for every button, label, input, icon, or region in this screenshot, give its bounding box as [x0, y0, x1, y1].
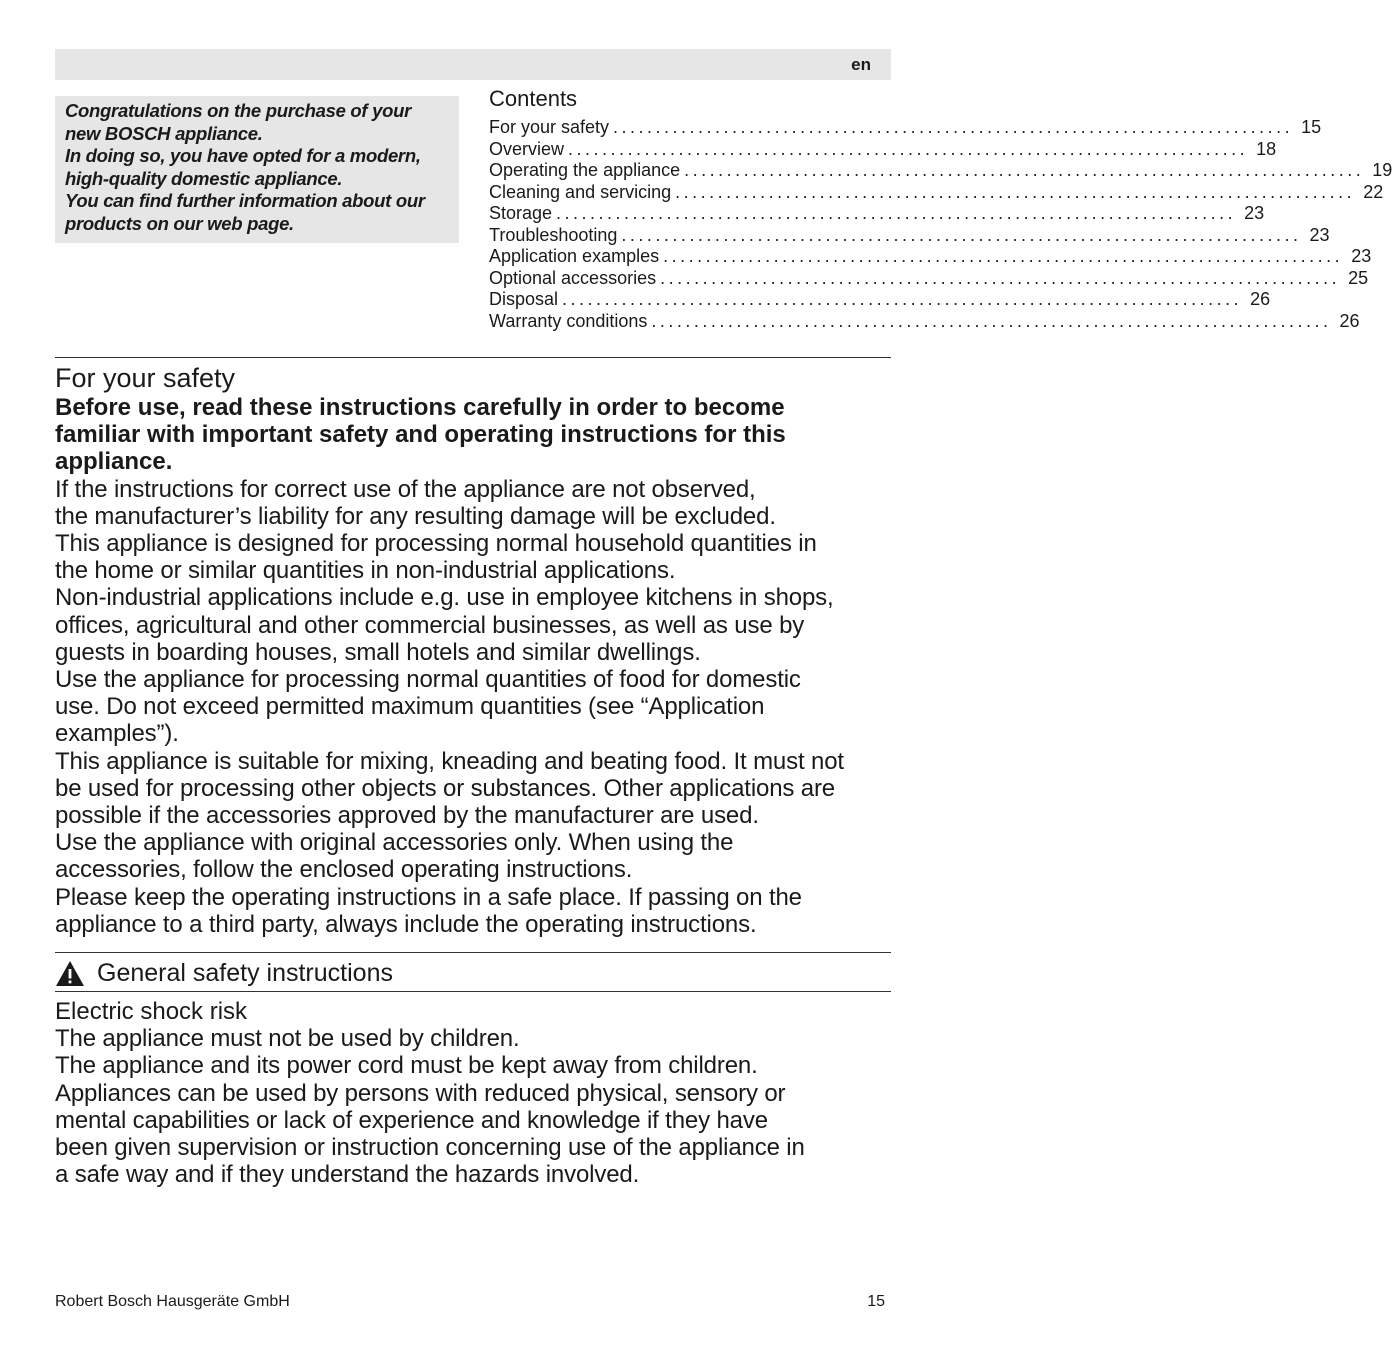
- toc-item: [489, 117, 1322, 139]
- safety-lead: [55, 394, 895, 476]
- safety-body: [55, 476, 895, 938]
- body-line: been given supervision or instruction concerning use of the appliance in: [55, 1134, 805, 1162]
- toc-item-title: Disposal: [489, 289, 559, 309]
- table-of-contents: [489, 86, 1392, 332]
- toc-item-title: Warranty conditions: [489, 310, 648, 331]
- electric-shock-title: Electric shock risk: [55, 998, 248, 1025]
- intro-line: You can find further information about our: [65, 190, 425, 212]
- section-title: For your safety: [55, 363, 236, 393]
- body-line: the home or similar quantities in non-industrial applications.: [55, 557, 676, 585]
- footer-company: Robert Bosch Hausgeräte GmbH: [55, 1293, 290, 1310]
- toc-item: [489, 224, 1330, 247]
- toc-item-title: Overview: [489, 138, 565, 159]
- lead-line: appliance.: [55, 448, 173, 476]
- general-safety-heading: [55, 957, 393, 989]
- toc-leader-dots: ................................................................................: [556, 203, 1237, 223]
- body-line: Please keep the operating instructions in a safe place. If passing on the: [55, 883, 802, 911]
- toc-item-page: 22: [1363, 181, 1384, 202]
- footer: [55, 1293, 885, 1311]
- body-line: possible if the accessories approved by the manufacturer are used.: [55, 802, 759, 830]
- general-safety-title: General safety instructions: [97, 959, 393, 987]
- intro-line: Congratulations on the purchase of your: [65, 100, 411, 121]
- toc-item: [489, 246, 1372, 268]
- toc-item-title: Troubleshooting: [489, 224, 618, 245]
- toc-item-page: 18: [1256, 138, 1277, 159]
- body-line: use. Do not exceed permitted maximum quantities (see “Application: [55, 693, 765, 721]
- intro-line: products on our web page.: [65, 212, 294, 234]
- electric-shock-body: [55, 1025, 895, 1188]
- body-line: accessories, follow the enclosed operating instructions.: [55, 856, 633, 884]
- body-line: examples”).: [55, 720, 179, 748]
- language-bar: [55, 49, 891, 80]
- toc-item-title: Application examples: [489, 246, 660, 266]
- body-line: This appliance is designed for processing normal household quantities in: [55, 530, 817, 558]
- toc-item: [489, 138, 1277, 161]
- toc-item-title: Cleaning and servicing: [489, 181, 672, 202]
- toc-item: [489, 181, 1384, 204]
- body-line: This appliance is suitable for mixing, kneading and beating food. It must not: [55, 747, 844, 775]
- body-line: Appliances can be used by persons with reduced physical, sensory or: [55, 1079, 786, 1107]
- toc-item: [489, 289, 1271, 311]
- toc-item-page: 15: [1301, 117, 1322, 137]
- section-divider: [55, 357, 891, 358]
- body-line: The appliance and its power cord must be kept away from children.: [55, 1052, 758, 1080]
- toc-item: [489, 310, 1360, 333]
- toc-item-title: Storage: [489, 203, 553, 223]
- body-line: Non-industrial applications include e.g. use in employee kitchens in shops,: [55, 584, 834, 612]
- toc-list: [489, 117, 1392, 332]
- toc-leader-dots: ................................................................................: [660, 267, 1341, 288]
- lead-line: Before use, read these instructions carefully in order to become: [55, 394, 785, 421]
- body-line: a safe way and if they understand the hazards involved.: [55, 1161, 640, 1189]
- toc-item: [489, 203, 1265, 225]
- toc-leader-dots: ................................................................................: [663, 246, 1344, 266]
- intro-box: [55, 96, 459, 243]
- body-line: Use the appliance with original accessories only. When using the: [55, 829, 734, 857]
- toc-leader-dots: ................................................................................: [562, 289, 1243, 309]
- toc-leader-dots: ................................................................................: [613, 117, 1294, 137]
- contents-title: Contents: [489, 86, 578, 111]
- toc-item-page: 23: [1351, 246, 1372, 266]
- toc-leader-dots: ................................................................................: [621, 224, 1302, 245]
- body-line: If the instructions for correct use of the appliance are not observed,: [55, 475, 756, 503]
- warning-icon: [55, 960, 85, 987]
- toc-item-page: 26: [1339, 310, 1360, 331]
- toc-leader-dots: ................................................................................: [675, 181, 1356, 202]
- toc-item-page: 19: [1372, 160, 1392, 180]
- body-line: The appliance must not be used by children.: [55, 1025, 520, 1053]
- toc-item-page: 23: [1244, 203, 1265, 223]
- toc-item-page: 26: [1250, 289, 1271, 309]
- toc-item-page: 25: [1348, 267, 1369, 288]
- toc-item-title: Optional accessories: [489, 267, 657, 288]
- language-code: en: [851, 55, 871, 74]
- toc-item-title: Operating the appliance: [489, 160, 681, 180]
- safety-section: [55, 362, 895, 938]
- body-line: offices, agricultural and other commercial businesses, as well as use by: [55, 611, 805, 639]
- intro-line: new BOSCH appliance.: [65, 122, 263, 144]
- toc-leader-dots: ................................................................................: [568, 138, 1249, 159]
- intro-line: high-quality domestic appliance.: [65, 167, 343, 189]
- intro-line: In doing so, you have opted for a modern,: [65, 145, 421, 167]
- body-line: be used for processing other objects or substances. Other applications are: [55, 774, 836, 802]
- electric-shock-section: [55, 998, 895, 1188]
- body-line: Use the appliance for processing normal quantities of food for domestic: [55, 666, 801, 694]
- toc-leader-dots: ................................................................................: [651, 310, 1332, 331]
- body-line: appliance to a third party, always include the operating instructions.: [55, 910, 757, 938]
- toc-item-page: 23: [1309, 224, 1330, 245]
- toc-leader-dots: ................................................................................: [684, 160, 1365, 180]
- body-line: the manufacturer’s liability for any resulting damage will be excluded.: [55, 502, 776, 530]
- footer-page-number: 15: [867, 1293, 885, 1310]
- toc-item: [489, 267, 1369, 290]
- section-divider: [55, 952, 891, 953]
- section-divider: [55, 991, 891, 992]
- body-line: guests in boarding houses, small hotels and similar dwellings.: [55, 638, 701, 666]
- toc-item-title: For your safety: [489, 117, 610, 137]
- toc-item: [489, 160, 1392, 182]
- body-line: mental capabilities or lack of experience and knowledge if they have: [55, 1106, 768, 1134]
- lead-line: familiar with important safety and operating instructions for this: [55, 421, 786, 449]
